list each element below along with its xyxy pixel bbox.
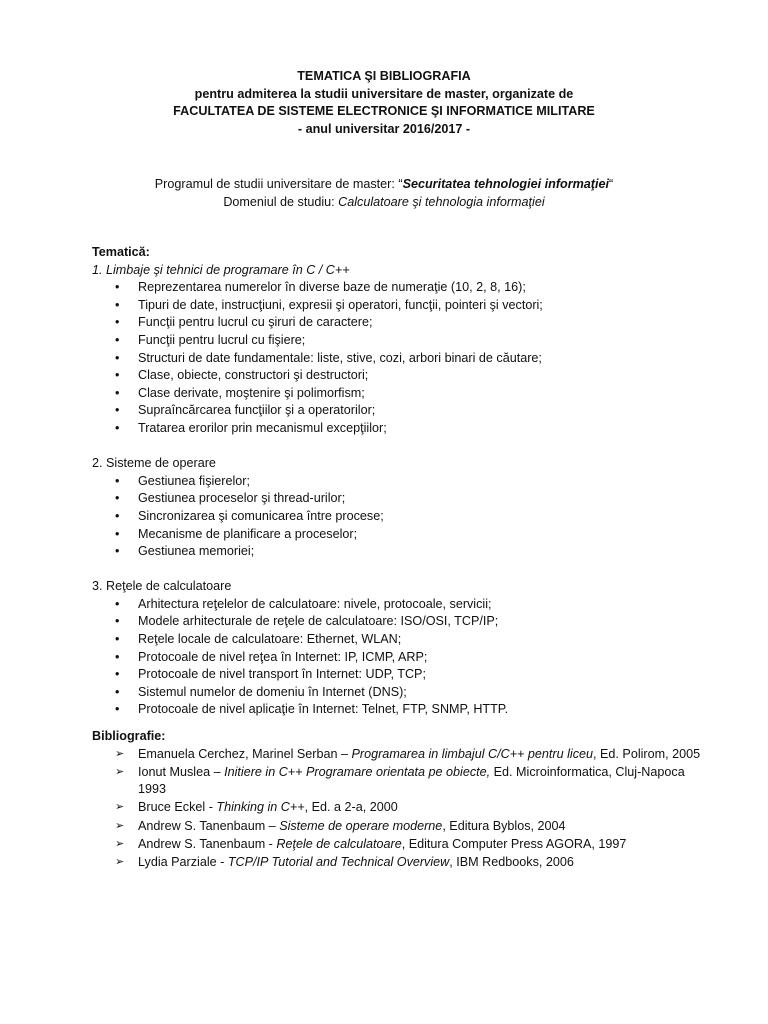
document-header: [0, 68, 768, 138]
list-item: • Funcţii pentru lucrul cu şiruri de caractere;: [92, 314, 712, 332]
bib-publisher: , Ed. a 2-a, 2000: [304, 800, 398, 815]
bib-work: Thinking in C++: [216, 800, 305, 815]
list-item: • Tratarea erorilor prin mecanismul excepţiilor;: [92, 420, 712, 438]
bib-publisher: , Ed. Polirom, 2005: [593, 746, 701, 761]
program-info: [0, 176, 768, 211]
bib-work: Sisteme de operare moderne: [279, 818, 443, 833]
domain-line: [0, 194, 768, 212]
bibliography-item: [92, 746, 712, 764]
list-item: • Funcţii pentru lucrul cu fişiere;: [92, 332, 712, 350]
list-item: • Modele arhitecturale de reţele de calculatoare: ISO/OSI, TCP/IP;: [92, 613, 712, 631]
spacer: [92, 719, 712, 728]
section-list-networks: [92, 596, 712, 719]
list-item: • Reţele locale de calculatoare: Ethernet, WLAN;: [92, 631, 712, 649]
program-close-quote: “: [609, 177, 614, 191]
bibliography-item: [92, 818, 712, 836]
bib-work: Initiere in C++ Programare orientata pe obiecte,: [224, 764, 491, 779]
section-title-networks: 3. Reţele de calculatoare: [92, 579, 232, 594]
bib-author: Emanuela Cerchez, Marinel Serban –: [138, 746, 352, 761]
list-item: • Sistemul numelor de domeniu în Internet (DNS);: [92, 684, 712, 702]
list-item: • Arhitectura reţelelor de calculatoare: nivele, protocoale, servicii;: [92, 596, 712, 614]
list-item: • Clase derivate, moştenire şi polimorfism;: [92, 385, 712, 403]
program-line: [0, 176, 768, 194]
program-name: Securitatea tehnologiei informaţiei: [402, 177, 610, 191]
bibliography-item: [92, 764, 712, 799]
bib-publisher: , IBM Redbooks, 2006: [449, 854, 574, 869]
bibliography-list: [92, 746, 712, 872]
list-item: • Gestiunea fişierelor;: [92, 473, 712, 491]
list-item: • Reprezentarea numerelor în diverse baze de numeraţie (10, 2, 8, 16);: [92, 279, 712, 297]
header-title: TEMATICA ŞI BIBLIOGRAFIA: [297, 69, 471, 83]
list-item: • Clase, obiecte, constructori şi destructori;: [92, 367, 712, 385]
bib-author: Bruce Eckel -: [138, 800, 217, 815]
domain-name: Calculatoare şi tehnologia informaţiei: [338, 194, 545, 209]
bibliografie-heading: Bibliografie:: [92, 729, 166, 744]
tematica-heading: Tematică:: [92, 245, 150, 259]
section-list-programming: [92, 279, 712, 437]
bib-author: Andrew S. Tanenbaum –: [138, 818, 280, 833]
list-item: • Tipuri de date, instrucţiuni, expresii şi operatori, funcţii, pointeri şi vectori;: [92, 297, 712, 315]
bib-work: Reţele de calculatoare: [276, 836, 402, 851]
bib-work: TCP/IP Tutorial and Technical Overview: [227, 854, 450, 869]
list-item: • Mecanisme de planificare a proceselor;: [92, 526, 712, 544]
section-title-programming: 1. Limbaje şi tehnici de programare în C / C++: [92, 262, 350, 277]
spacer: [92, 561, 712, 579]
list-item: • Protocoale de nivel transport în Internet: UDP, TCP;: [92, 666, 712, 684]
bib-author: Lydia Parziale -: [138, 854, 228, 869]
list-item: • Gestiunea memoriei;: [92, 543, 712, 561]
header-subtitle: pentru admiterea la studii universitare de master, organizate de: [194, 86, 574, 101]
list-item: • Sincronizarea şi comunicarea între procese;: [92, 508, 712, 526]
list-item: • Protocoale de nivel reţea în Internet: IP, ICMP, ARP;: [92, 649, 712, 667]
bib-publisher: , Editura Computer Press AGORA, 1997: [401, 836, 627, 851]
bib-publisher: , Editura Byblos, 2004: [442, 818, 566, 833]
header-faculty: FACULTATEA DE SISTEME ELECTRONICE ŞI INFORMATICE MILITARE: [173, 104, 595, 119]
bibliography-item: [92, 799, 712, 817]
bib-author: Andrew S. Tanenbaum -: [138, 836, 277, 851]
list-item: • Supraîncărcarea funcţiilor şi a operatorilor;: [92, 402, 712, 420]
list-item: • Protocoale de nivel aplicaţie în Internet: Telnet, FTP, SNMP, HTTP.: [92, 701, 712, 719]
bib-author: Ionut Muslea –: [138, 764, 225, 779]
bib-work: Programarea in limbajul C/C++ pentru liceu: [351, 746, 594, 761]
header-year: - anul universitar 2016/2017 -: [297, 121, 471, 136]
list-item: • Structuri de date fundamentale: liste, stive, cozi, arbori binari de căutare;: [92, 350, 712, 368]
bibliography-item: [92, 836, 712, 854]
domain-label: Domeniul de studiu:: [223, 194, 339, 209]
list-item: • Gestiunea proceselor şi thread-urilor;: [92, 490, 712, 508]
program-label: Programul de studii universitare de master: “: [154, 177, 403, 191]
section-list-os: [92, 473, 712, 561]
bibliography-item: [92, 854, 712, 872]
document-body: [92, 244, 712, 872]
section-title-os: 2. Sisteme de operare: [92, 456, 216, 471]
bib-publisher: Ed. Microinformatica, Cluj-Napoca 1993: [138, 764, 685, 797]
spacer: [92, 438, 712, 456]
